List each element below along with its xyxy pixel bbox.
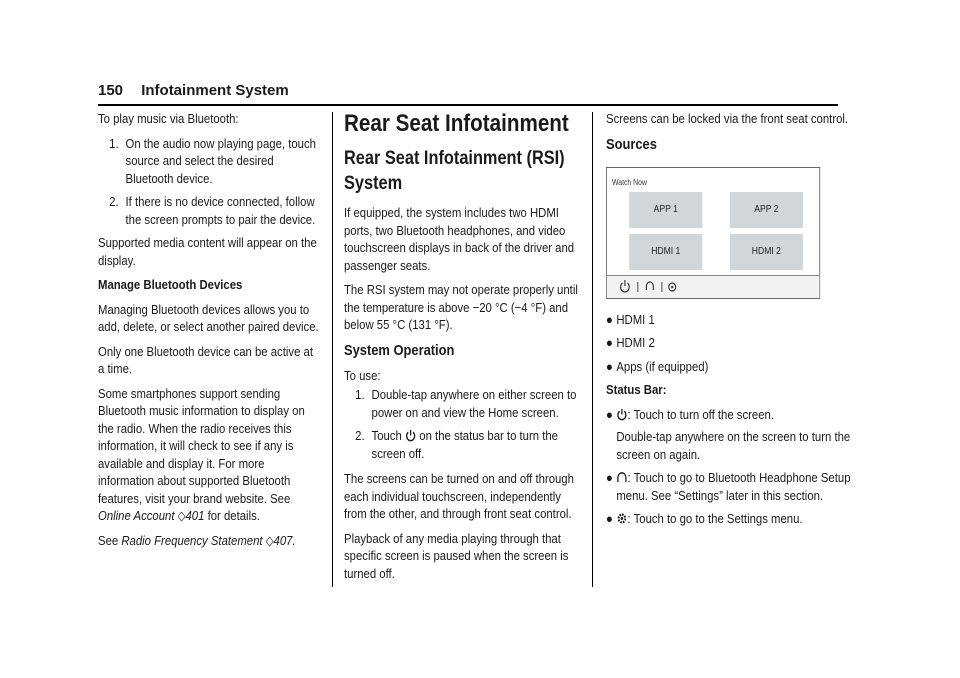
bullet-text xyxy=(616,510,802,528)
manage-heading: Manage Bluetooth Devices xyxy=(98,277,243,292)
list-item xyxy=(344,427,581,462)
manage-text: Managing Bluetooth devices allows you to add, delete, or select another paired device. xyxy=(98,301,319,334)
system-operation-heading: System Operation xyxy=(344,341,455,359)
see-radio-text xyxy=(98,532,322,550)
app1-tile: APP 1 xyxy=(629,192,702,228)
header-rule xyxy=(98,104,838,106)
step-text-pre: Touch xyxy=(371,428,402,443)
page-number: 150 xyxy=(98,82,124,99)
list-item xyxy=(344,386,581,421)
hdmi1-tile: HDMI 1 xyxy=(629,234,702,270)
smartphones-text xyxy=(98,385,322,525)
power-icon xyxy=(616,408,627,421)
power-desc: : Touch to turn off the screen. xyxy=(627,406,774,422)
rsi-screen-illustration xyxy=(606,167,820,299)
column-divider xyxy=(592,112,593,587)
gear-icon xyxy=(616,512,627,525)
bt-steps xyxy=(98,135,322,270)
step-note: Supported media content will appear on the display. xyxy=(98,235,317,268)
to-use-text: To use: xyxy=(344,367,381,383)
bullet-icon: ● xyxy=(606,406,613,422)
status-bar xyxy=(607,275,819,298)
power-icon xyxy=(405,429,416,442)
bullet-text: Apps (if equipped) xyxy=(616,358,709,374)
list-item xyxy=(606,510,851,528)
rsi-intro: If equipped, the system includes two HDMI ports, two Bluetooth headphones, and video touchscreen displays in back of the driver and passenger seats. xyxy=(344,205,575,273)
list-item xyxy=(606,469,851,504)
bullet-icon: ● xyxy=(606,335,613,350)
bt-intro: To play music via Bluetooth: xyxy=(98,111,239,126)
app2-tile: APP 2 xyxy=(730,192,803,228)
status-bar-icons xyxy=(617,277,694,297)
section-title: Infotainment System xyxy=(141,82,289,99)
step-text-post: on the status bar to turn the screen off. xyxy=(371,428,559,461)
online-account-link[interactable]: Online Account xyxy=(98,508,175,523)
locked-text: Screens can be locked via the front seat control. xyxy=(606,111,849,126)
headphone-icon xyxy=(616,471,627,484)
bullet-text: HDMI 2 xyxy=(616,335,655,350)
step-number: 2. xyxy=(355,428,365,443)
page-ref[interactable]: 401 xyxy=(185,508,205,523)
page-ref-icon: ◇ xyxy=(177,508,186,523)
step-text: If there is no device connected, follow the screen prompts to pair the device. xyxy=(125,194,316,227)
section-heading: Rear Seat Infotainment xyxy=(344,110,569,137)
bullet-icon: ● xyxy=(606,470,613,485)
screen-title: Watch Now xyxy=(612,177,647,187)
bullet-icon: ● xyxy=(606,511,613,526)
column-2 xyxy=(344,110,581,589)
bullet-text xyxy=(616,469,851,504)
smartphones-body: Some smartphones support sending Bluetooth music information to display on the radio. When the radio receives this information, it will check to see if any is available and display it. For more information about supported Bluetooth features, visit your brand website. See xyxy=(98,385,305,506)
screens-on-off-text: The screens can be turned on and off through each individual touchscreen, independently from the other, and through front seat control. xyxy=(344,471,574,521)
bullet-text xyxy=(616,406,851,464)
step-text: On the audio now playing page, touch source and select the desired Bluetooth device. xyxy=(125,135,316,186)
rsi-temperature: The RSI system may not operate properly until the temperature is above −20 °C (−4 °F) and below 55 °C (131 °F). xyxy=(344,282,578,332)
headphone-desc: : Touch to go to Bluetooth Headphone Setup menu. See “Settings” later in this section. xyxy=(616,470,851,503)
list-item xyxy=(606,406,851,464)
power-note: Double-tap anywhere on the screen to turn the screen on again. xyxy=(616,429,851,462)
column-3 xyxy=(606,110,851,534)
settings-desc: : Touch to go to the Settings menu. xyxy=(627,511,803,526)
step-text xyxy=(372,427,582,462)
subsection-heading: Rear Seat Infotainment (RSI) System xyxy=(344,148,565,194)
list-item xyxy=(606,334,851,352)
sources-heading: Sources xyxy=(606,135,657,153)
step-number: 1. xyxy=(109,135,119,151)
hdmi2-tile: HDMI 2 xyxy=(730,234,803,270)
page-ref[interactable]: 407. xyxy=(273,532,296,548)
list-item xyxy=(98,193,322,228)
bullet-text: HDMI 1 xyxy=(616,311,655,327)
step-text: Double-tap anywhere on either screen to power on and view the Home screen. xyxy=(371,387,577,420)
column-divider xyxy=(332,112,333,587)
radio-frequency-link[interactable]: Radio Frequency Statement xyxy=(121,532,263,548)
playback-text: Playback of any media playing through that specific screen is paused when the screen is turned off. xyxy=(344,530,569,581)
only-one-text: Only one Bluetooth device can be active at a time. xyxy=(98,343,313,376)
column-1 xyxy=(98,110,322,556)
bullet-icon: ● xyxy=(606,358,613,374)
list-item xyxy=(606,358,851,376)
step-number: 2. xyxy=(109,194,119,209)
page-header xyxy=(98,82,289,99)
page-ref-icon: ◇ xyxy=(265,532,274,548)
see-word: See xyxy=(98,532,119,548)
step-number: 1. xyxy=(355,387,365,402)
list-item xyxy=(98,135,322,188)
bullet-icon: ● xyxy=(606,311,613,327)
status-bar-heading: Status Bar: xyxy=(606,382,667,397)
list-item xyxy=(606,311,851,329)
details-text: for details. xyxy=(207,508,260,523)
